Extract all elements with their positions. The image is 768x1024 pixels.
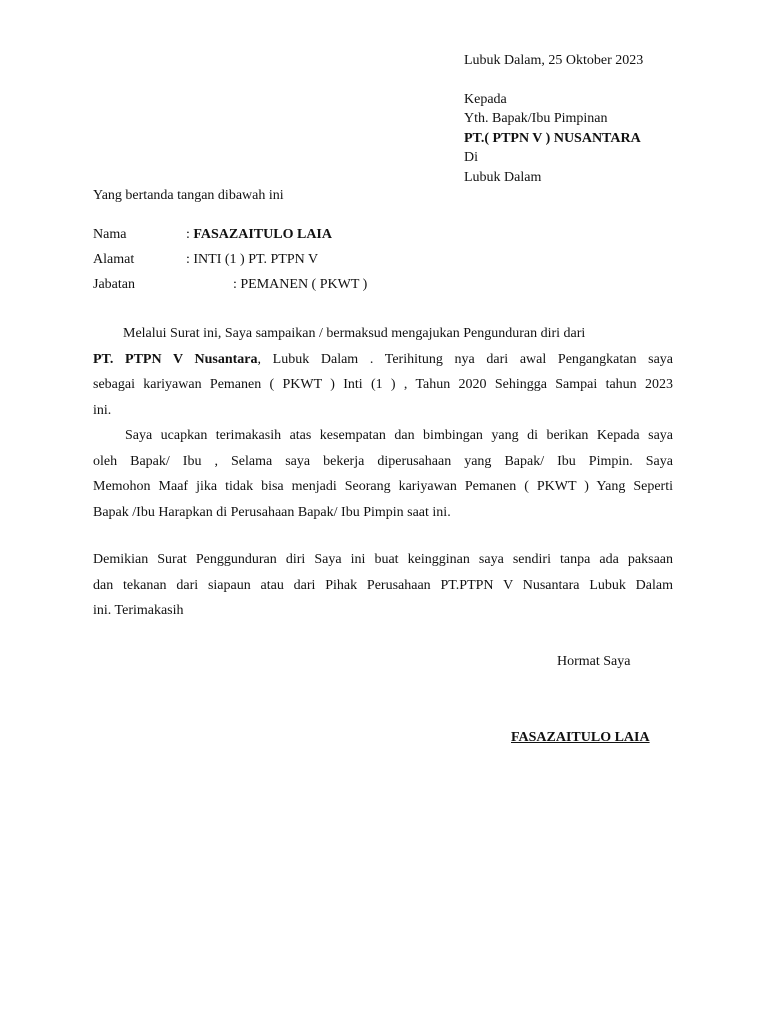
signature-name: FASAZAITULO LAIA <box>511 730 650 745</box>
alamat-label: Alamat <box>93 252 135 267</box>
recipient-kepada: Kepada <box>464 91 507 107</box>
place-date: Lubuk Dalam, 25 Oktober 2023 <box>464 53 644 68</box>
nama-value: FASAZAITULO LAIA <box>193 227 332 242</box>
para1-line3: sebagai kariyawan Pemanen ( PKWT ) Inti (1 ) , Tahun 2020 Sehingga Sampai tahun 2023 <box>93 377 673 392</box>
para3-line1: Demikian Surat Penggunduran diri Saya ini buat keingginan saya sendiri tanpa ada paksaan <box>93 552 673 567</box>
jabatan-label: Jabatan <box>93 277 135 292</box>
paragraph-3 <box>93 547 673 624</box>
paragraph-1 <box>93 321 673 423</box>
para1-line1: Melalui Surat ini, Saya sampaikan / bermaksud mengajukan Pengunduran diri dari <box>123 326 586 341</box>
nama-label: Nama <box>93 227 127 242</box>
para2-line1: Saya ucapkan terimakasih atas kesempatan dan bimbingan yang di berikan Kepada saya <box>125 428 673 443</box>
para1-line2-rest: , Lubuk Dalam . Terihitung nya dari awal Pengangkatan saya <box>257 351 673 367</box>
paragraph-2 <box>93 423 673 525</box>
recipient-block <box>464 51 643 187</box>
recipient-di: Di <box>464 150 478 165</box>
para1-line2 <box>93 347 673 373</box>
opening-line: Yang bertanda tangan dibawah ini <box>93 188 284 203</box>
para3-line3: ini. Terimakasih <box>93 603 184 618</box>
para3-line2: dan tekanan dari siapaun atau dari Pihak Perusahaan PT.PTPN V Nusantara Lubuk Dalam <box>93 577 673 593</box>
para1-line4: ini. <box>93 402 112 418</box>
para2-line2: oleh Bapak/ Ibu , Selama saya bekerja diperusahaan yang Bapak/ Ibu Pimpin. Saya <box>93 453 673 469</box>
nama-value-wrapper <box>186 225 332 244</box>
para1-company: PT. PTPN V Nusantara <box>93 351 258 367</box>
recipient-yth: Yth. Bapak/Ibu Pimpinan <box>464 111 608 126</box>
para2-line3: Memohon Maaf jika tidak bisa menjadi Seorang kariyawan Pemanen ( PKWT ) Yang Seperti <box>93 479 673 494</box>
recipient-company: PT.( PTPN V ) NUSANTARA <box>464 130 641 146</box>
alamat-value: : INTI (1 ) PT. PTPN V <box>186 252 319 267</box>
recipient-location: Lubuk Dalam <box>464 169 542 185</box>
closing: Hormat Saya <box>557 654 631 669</box>
para2-line4: Bapak /Ibu Harapkan di Perusahaan Bapak/ Ibu Pimpin saat ini. <box>93 504 451 520</box>
jabatan-value: : PEMANEN ( PKWT ) <box>233 277 368 292</box>
nama-colon: : <box>186 227 194 242</box>
